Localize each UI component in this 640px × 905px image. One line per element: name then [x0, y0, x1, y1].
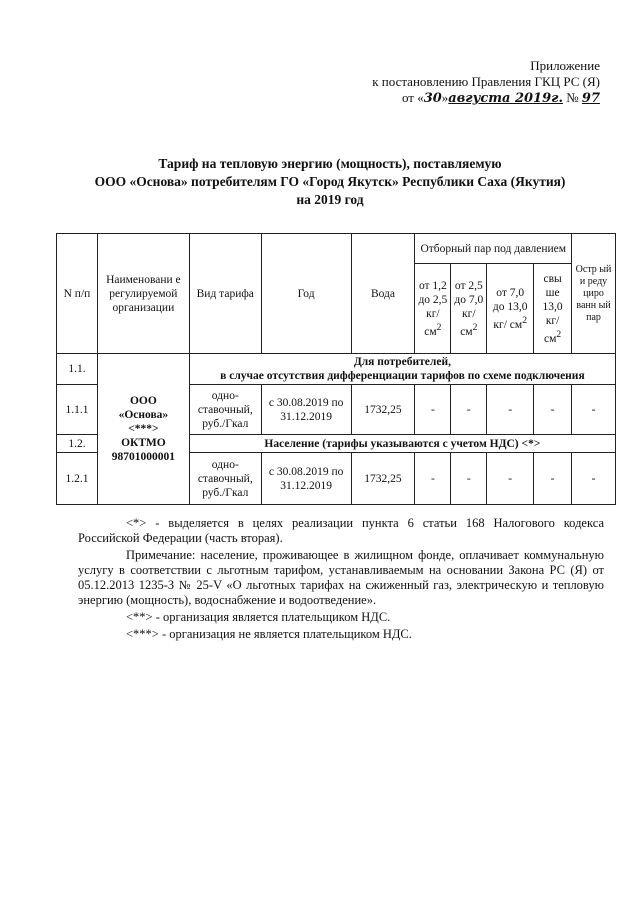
row-1-2-1-p2: - [451, 453, 487, 505]
row-1-2-1-year: с 30.08.2019 по 31.12.2019 [261, 453, 351, 505]
document-title: Тариф на тепловую энергию (мощность), поставляемую ООО «Основа» потребителям ГО «Город Якутск» Республики Саха (Якутия) на 2019 год [94, 156, 566, 207]
row-1-2-1-type: одно- ставочный, руб./Гкал [189, 453, 261, 505]
footnote-population-note: Примечание: население, проживающее в жилищном фонде, оплачивает коммунальную услугу в соответствии с льготным тарифом, устанавливаемым на основании Закона РС (Я) от 05.12.2013 1235-З № 25-V «О льготных тарифах на сжиженный газ, электрическую и тепловую энергию (мощность), водоснабжение и водоотведение». [78, 548, 604, 607]
header-pressure-4: свы ше 13,0 кг/ $см^2$ [534, 264, 572, 354]
row-1-2-1-sharp: - [572, 453, 616, 505]
header-year: Год [261, 234, 351, 354]
row-1-1-1-p1: - [415, 385, 451, 435]
row-1-1-1-water: 1732,25 [351, 385, 415, 435]
appendix-resolution: к постановлению Правления ГКЦ РС (Я) [372, 74, 600, 89]
row-1-1-1-p2: - [451, 385, 487, 435]
appendix-date-line: от «30»августа 2019г. № 97 [401, 90, 600, 106]
header-sharp-steam: Остр ый и реду циро ванн ый пар [572, 234, 616, 354]
tariff-table [56, 233, 616, 505]
row-1-2-1-water: 1732,25 [351, 453, 415, 505]
row-1-2-text: Население (тарифы указываются с учетом НДС) <*> [189, 435, 615, 453]
header-pressure-3: от 7,0 до 13,0 кг/ $см^2$ [487, 264, 534, 354]
row-1-1-num: 1.1. [57, 354, 98, 385]
header-steam: Отборный пар под давлением [415, 234, 572, 264]
row-1-2-1-p4: - [534, 453, 572, 505]
header-org: Наименовани е регулируемой организации [97, 234, 189, 354]
row-1-1-1-p4: - [534, 385, 572, 435]
header-num: N п/п [57, 234, 98, 354]
header-water: Вода [351, 234, 415, 354]
header-pressure-2: от 2,5 до 7,0 кг/ $см^2$ [451, 264, 487, 354]
row-1-2-1-p3: - [487, 453, 534, 505]
appendix-block [372, 58, 600, 107]
row-1-2-num: 1.2. [57, 435, 98, 453]
row-1-1-1-type: одно- ставочный, руб./Гкал [189, 385, 261, 435]
org-cell: ООО «Основа» <***> ОКТМО 98701000001 [97, 354, 189, 505]
row-1-2-1-p1: - [415, 453, 451, 505]
header-pressure-1: от 1,2 до 2,5 кг/ $см^2$ [415, 264, 451, 354]
appendix-label: Приложение [530, 58, 600, 73]
row-1-2-1-num: 1.2.1 [57, 453, 98, 505]
row-1-1-text: Для потребителей, в случае отсутствия дифференциации тарифов по схеме подключения [189, 354, 615, 385]
header-tariff-type: Вид тарифа [189, 234, 261, 354]
footnote-not-vat-payer: <***> - организация не является плательщиком НДС. [126, 627, 412, 641]
footnote-vat-allocated: <*> - выделяется в целях реализации пункта 6 статьи 168 Налогового кодекса Российской Федерации (часть вторая). [78, 516, 604, 545]
footnote-vat-payer: <**> - организация является плательщиком НДС. [126, 610, 391, 624]
handwritten-number: 97 [581, 91, 600, 106]
row-1-1-1-num: 1.1.1 [57, 385, 98, 435]
handwritten-month-year: августа 2019г. [448, 91, 563, 106]
handwritten-day: 30 [423, 91, 442, 106]
row-1-1-1-year: с 30.08.2019 по 31.12.2019 [261, 385, 351, 435]
row-1-1-1-p3: - [487, 385, 534, 435]
row-1-1-1-sharp: - [572, 385, 616, 435]
footnotes [78, 516, 604, 644]
